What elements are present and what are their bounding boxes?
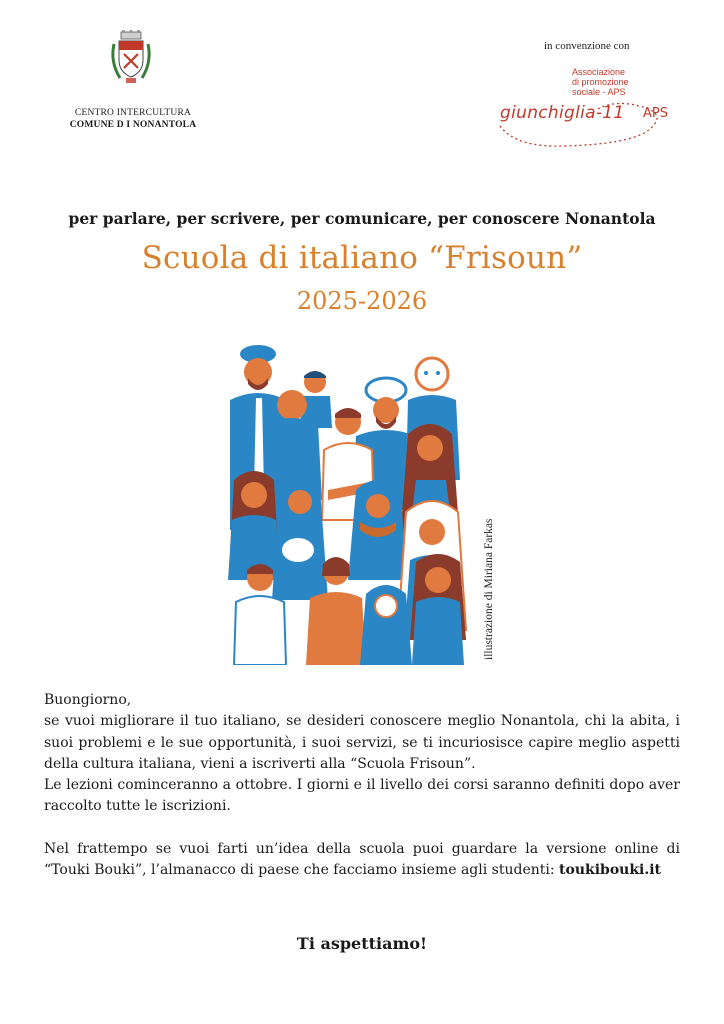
- convention-text: in convenzione con: [544, 40, 630, 52]
- figure-girl-hijab: [360, 585, 412, 665]
- association-description: [572, 67, 662, 97]
- closing-text: Ti aspettiamo!: [296, 934, 428, 953]
- issuer-block: [68, 107, 198, 131]
- assoc-line-3: sociale - APS: [572, 87, 626, 97]
- paragraph-1: se vuoi migliorare il tuo italiano, se desideri conoscere meglio Nonantola, chi la abita, i suoi problemi e le sue opportunità, i suoi servizi, se ti incuriosisce capire meglio aspetti della cultura italiana, vieni a iscriverti alla “Scuola Frisoun”.: [44, 713, 680, 772]
- greeting: Buongiorno,: [44, 692, 132, 708]
- figure-woman-blue-veil: [272, 477, 328, 600]
- figure-woman-right-front: [410, 554, 466, 665]
- figure-woman-left: [228, 471, 280, 580]
- assoc-line-2: di promozione: [572, 77, 629, 87]
- issuer-line-2: COMUNE D I NONANTOLA: [69, 120, 197, 130]
- issuer-line-1: CENTRO INTERCULTURA: [74, 108, 192, 118]
- body-text: [44, 690, 680, 881]
- website-link[interactable]: toukibouki.it: [559, 862, 662, 879]
- assoc-line-1: Associazione: [572, 67, 626, 77]
- paragraph-2: Le lezioni cominceranno a ottobre. I giorni e il livello dei corsi saranno definiti dopo aver raccolto tutte le iscrizioni.: [44, 777, 680, 815]
- tagline: per parlare, per scrivere, per comunicare, per conoscere Nonantola: [68, 209, 656, 228]
- school-year: 2025-2026: [296, 287, 428, 315]
- figure-woman-orange-veil: [348, 480, 408, 580]
- giunchiglia-logo-aps: APS: [643, 106, 668, 121]
- paragraph-3-text: Nel frattempo se vuoi farti un’idea della scuola puoi guardare la versione online di “Touki Bouki”, l’almanacco di paese che facciamo insieme agli studenti:: [44, 840, 680, 879]
- illustration-credit: illustrazione di Miriana Farkas: [483, 518, 495, 660]
- people-illustration: [220, 340, 480, 665]
- paragraph-3: [44, 839, 680, 882]
- municipal-crest-icon: [108, 30, 154, 86]
- giunchiglia-logo-text: giunchiglia-11: [500, 103, 625, 123]
- page-title: Scuola di italiano “Frisoun”: [141, 240, 583, 276]
